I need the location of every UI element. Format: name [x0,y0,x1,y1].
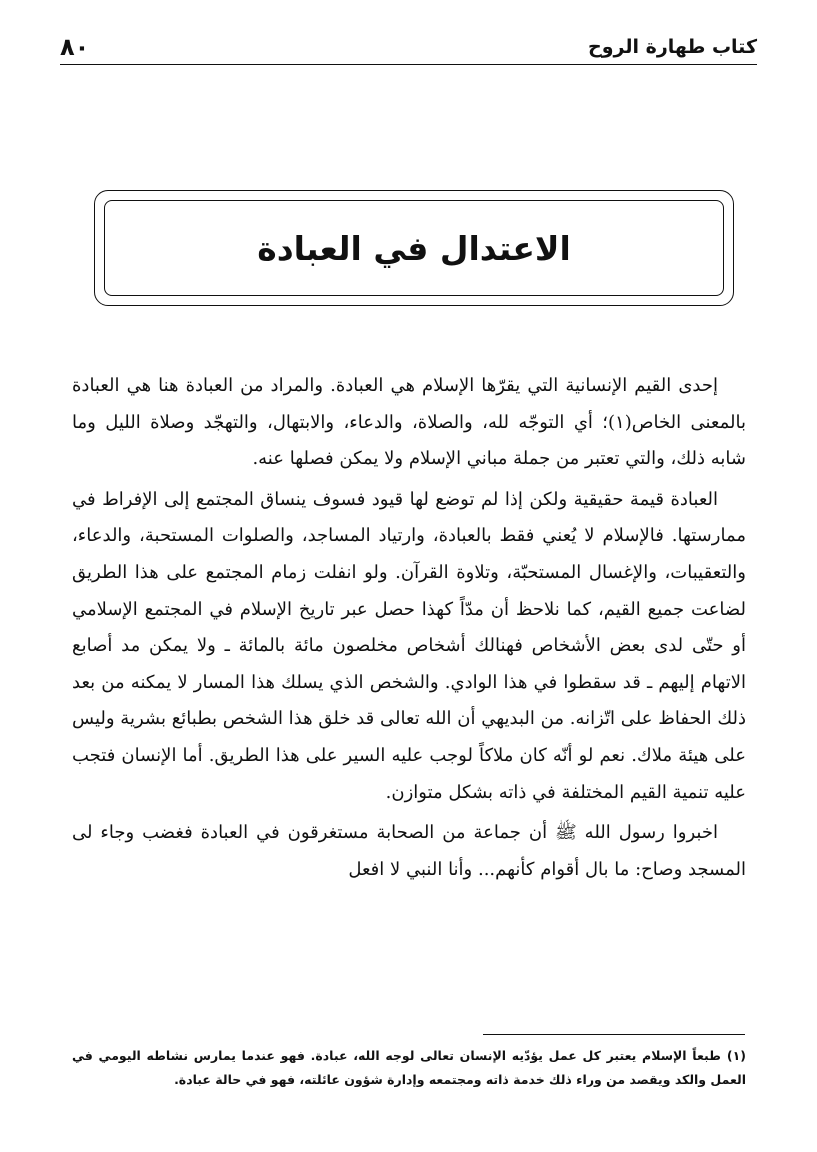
running-head [60,30,757,65]
footnote-divider [483,1034,745,1035]
page-number: ٨٠ [60,33,90,61]
paragraph: العبادة قيمة حقيقية ولكن إذا لم توضع لها قيود فسوف ينساق المجتمع إلى الإفراط في ممارستها. فالإسلام لا يُعني فقط بالعبادة، وارتياد المساجد، والصلوات المستحبة، والدعاء، والتعقيبات، والإغسال المستحبّة، وتلاوة القرآن. ولو انفلت زمام المجتمع على هذا الطريق لضاعت جميع القيم، كما نلاحظ أن مدّاً كهذا حصل عبر تاريخ الإسلام في المجتمع الإسلامي أو حتّى لدى بعض الأشخاص فهنالك أشخاص مخلصون مائة بالمائة ـ ولا يمكن مد أصابع الاتهام إليهم ـ قد سقطوا في هذا الوادي. والشخص الذي يسلك هذا المسار لا يمكنه من بعد ذلك الحفاظ على اتّزانه. من البديهي أن الله تعالى قد خلق هذا الشخص بطبائع بشرية وليس على هيئة ملاك. نعم لو أنّه كان ملاكاً لوجب عليه السير على هذا الطريق. أما الإنسان فتجب عليه تنمية القيم المختلفة في ذاته بشكل متوازن. [72,488,746,803]
body-text [72,368,746,892]
paragraph: اخبروا رسول الله ﷺ أن جماعة من الصحابة مستغرقون في العبادة فغضب وجاء لى المسجد وصاح: ما بال أقوام كأنهم... وأنا النبي لا افعل [72,822,746,880]
chapter-title-frame [94,190,734,306]
book-title: كتاب طهارة الروح [588,36,757,58]
chapter-title-inner-frame [104,200,724,296]
footnote [72,1044,746,1092]
footnote-marker: (١) [726,1048,746,1063]
chapter-title: الاعتدال في العبادة [257,228,571,268]
paragraph: إحدى القيم الإنسانية التي يقرّها الإسلام هي العبادة. والمراد من العبادة هنا هي العبادة بالمعنى الخاص(١)؛ أي التوجّه لله، والصلاة، والدعاء، والابتهال، والتهجّد وصلاة الليل وما شابه ذلك، والتي تعتبر من جملة مباني الإسلام ولا يمكن فصلها عنه. [72,375,746,470]
footnote-text: طبعاً الإسلام يعتبر كل عمل يؤدّيه الإنسان تعالى لوجه الله، عبادة. فهو عندما يمارس نشاطه اليومي في العمل والكد ويقصد من وراء ذلك خدمة ذاته ومجتمعه وإدارة شؤون عائلته، فهو في حالة عبادة. [72,1048,746,1087]
